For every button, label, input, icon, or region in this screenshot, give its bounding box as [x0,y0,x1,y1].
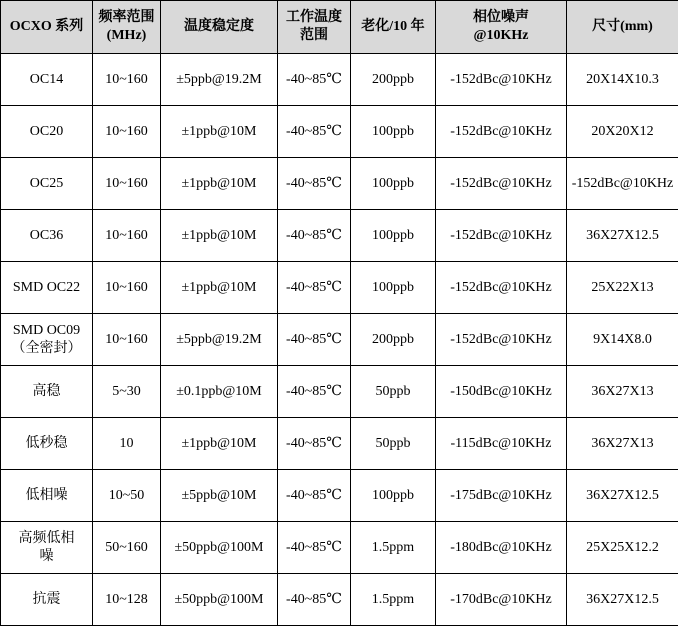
cell-frequency: 10~160 [93,210,161,262]
cell-series-line-2: （全密封） [3,340,90,358]
cell-series [1,314,93,366]
cell-frequency: 10~128 [93,574,161,626]
cell-stability: ±50ppb@100M [161,574,278,626]
cell-aging: 1.5ppm [351,574,436,626]
cell-temperature: -40~85℃ [278,210,351,262]
table-header [1,1,678,54]
cell-stability: ±1ppb@10M [161,210,278,262]
cell-frequency: 50~160 [93,522,161,574]
cell-size: 20X20X12 [567,106,678,158]
cell-aging: 1.5ppm [351,522,436,574]
cell-series-line-2: 噪 [3,548,90,566]
header-aging [351,1,436,54]
cell-series-line-1: 高频低相 [3,530,90,548]
cell-series-line-1: OC36 [3,227,90,245]
cell-size: 9X14X8.0 [567,314,678,366]
cell-aging: 200ppb [351,314,436,366]
header-series-line-1: OCXO 系列 [3,18,90,36]
cell-temperature: -40~85℃ [278,106,351,158]
cell-phase-noise: -150dBc@10KHz [436,366,567,418]
cell-temperature: -40~85℃ [278,314,351,366]
header-operating-temperature-line-1: 工作温度 [280,9,348,27]
cell-series [1,366,93,418]
cell-series [1,54,93,106]
table-row [1,314,678,366]
cell-frequency: 10~160 [93,54,161,106]
cell-frequency: 10 [93,418,161,470]
header-operating-temperature [278,1,351,54]
header-frequency-range-line-1: 频率范围 [95,9,158,27]
cell-stability: ±1ppb@10M [161,106,278,158]
cell-temperature: -40~85℃ [278,522,351,574]
cell-phase-noise: -152dBc@10KHz [436,158,567,210]
cell-size: 36X27X12.5 [567,574,678,626]
cell-frequency: 5~30 [93,366,161,418]
cell-phase-noise: -152dBc@10KHz [436,54,567,106]
cell-series [1,470,93,522]
cell-stability: ±5ppb@19.2M [161,54,278,106]
table-row [1,54,678,106]
cell-aging: 200ppb [351,54,436,106]
cell-temperature: -40~85℃ [278,418,351,470]
header-phase-noise [436,1,567,54]
cell-size: 20X14X10.3 [567,54,678,106]
table-row [1,470,678,522]
table-row [1,418,678,470]
header-aging-line-1: 老化/10 年 [353,18,433,36]
table-row [1,158,678,210]
cell-frequency: 10~160 [93,314,161,366]
table-row [1,210,678,262]
cell-stability: ±50ppb@100M [161,522,278,574]
header-temperature-stability-line-1: 温度稳定度 [163,18,275,36]
cell-size: 36X27X13 [567,366,678,418]
cell-stability: ±1ppb@10M [161,158,278,210]
cell-size: 36X27X12.5 [567,470,678,522]
cell-series-line-1: 低秒稳 [3,435,90,453]
table-row [1,366,678,418]
cell-series [1,574,93,626]
cell-phase-noise: -152dBc@10KHz [436,262,567,314]
cell-aging: 100ppb [351,210,436,262]
cell-phase-noise: -180dBc@10KHz [436,522,567,574]
header-frequency-range [93,1,161,54]
cell-series-line-1: SMD OC09 [3,322,90,340]
header-temperature-stability [161,1,278,54]
cell-series-line-1: OC14 [3,71,90,89]
cell-frequency: 10~160 [93,262,161,314]
header-frequency-range-line-2: (MHz) [95,27,158,45]
cell-phase-noise: -170dBc@10KHz [436,574,567,626]
cell-series [1,262,93,314]
cell-size: 25X25X12.2 [567,522,678,574]
cell-size: 36X27X12.5 [567,210,678,262]
cell-aging: 100ppb [351,262,436,314]
cell-series [1,210,93,262]
cell-series-line-1: 高稳 [3,383,90,401]
cell-phase-noise: -152dBc@10KHz [436,210,567,262]
cell-temperature: -40~85℃ [278,366,351,418]
cell-temperature: -40~85℃ [278,262,351,314]
cell-series-line-1: 低相噪 [3,487,90,505]
cell-series-line-1: 抗震 [3,591,90,609]
header-size-line-1: 尺寸(mm) [569,18,676,36]
cell-series [1,418,93,470]
header-phase-noise-line-2: @10KHz [438,27,564,45]
cell-series-line-1: OC25 [3,175,90,193]
cell-size: -152dBc@10KHz [567,158,678,210]
cell-size: 25X22X13 [567,262,678,314]
cell-aging: 100ppb [351,470,436,522]
table-row [1,574,678,626]
cell-series [1,522,93,574]
cell-temperature: -40~85℃ [278,470,351,522]
cell-phase-noise: -152dBc@10KHz [436,314,567,366]
header-series [1,1,93,54]
cell-phase-noise: -152dBc@10KHz [436,106,567,158]
cell-series-line-1: OC20 [3,123,90,141]
header-row [1,1,678,54]
cell-stability: ±5ppb@19.2M [161,314,278,366]
cell-size: 36X27X13 [567,418,678,470]
table-row [1,106,678,158]
cell-aging: 100ppb [351,158,436,210]
cell-series [1,158,93,210]
cell-stability: ±1ppb@10M [161,418,278,470]
cell-aging: 100ppb [351,106,436,158]
cell-aging: 50ppb [351,418,436,470]
table-row [1,262,678,314]
table-row [1,522,678,574]
cell-series-line-1: SMD OC22 [3,279,90,297]
cell-stability: ±0.1ppb@10M [161,366,278,418]
cell-phase-noise: -175dBc@10KHz [436,470,567,522]
cell-frequency: 10~160 [93,158,161,210]
cell-temperature: -40~85℃ [278,54,351,106]
cell-series [1,106,93,158]
header-size [567,1,678,54]
table-body [1,54,678,626]
header-phase-noise-line-1: 相位噪声 [438,9,564,27]
cell-frequency: 10~50 [93,470,161,522]
cell-phase-noise: -115dBc@10KHz [436,418,567,470]
cell-temperature: -40~85℃ [278,574,351,626]
cell-stability: ±1ppb@10M [161,262,278,314]
cell-temperature: -40~85℃ [278,158,351,210]
cell-stability: ±5ppb@10M [161,470,278,522]
cell-frequency: 10~160 [93,106,161,158]
cell-aging: 50ppb [351,366,436,418]
header-operating-temperature-line-2: 范围 [280,27,348,45]
